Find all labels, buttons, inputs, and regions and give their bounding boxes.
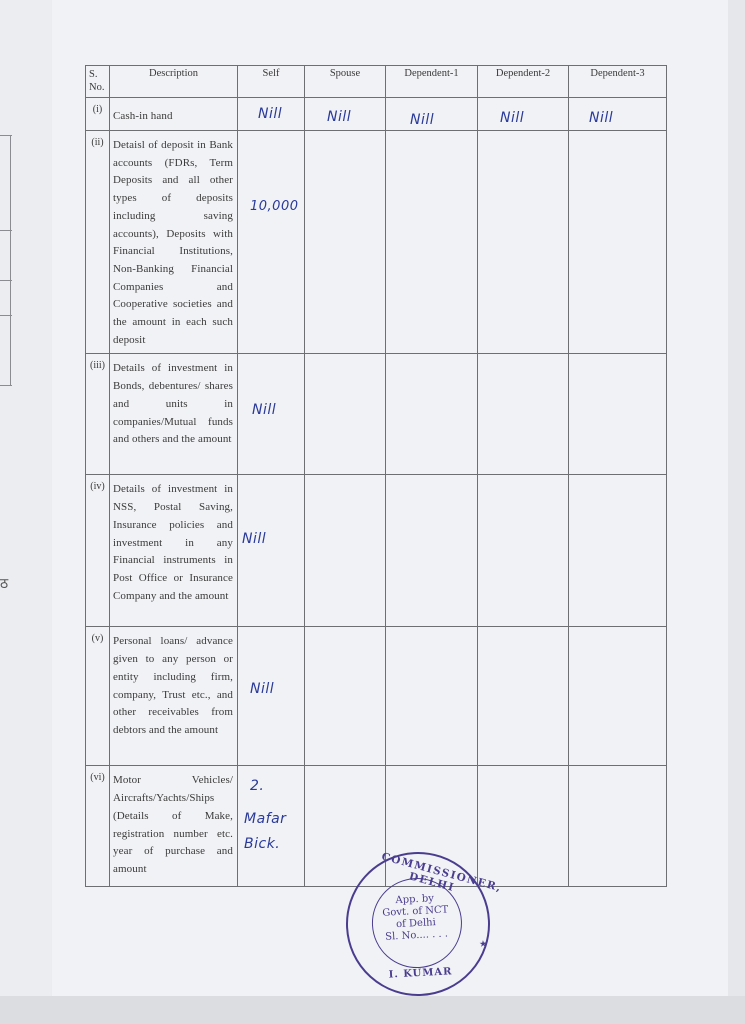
row-sno: (i)	[86, 98, 110, 131]
row-self-value: Nill	[238, 475, 305, 627]
row-sno: (v)	[86, 627, 110, 766]
row-dependent-2-value	[478, 354, 569, 475]
table-row	[86, 131, 667, 354]
strip-vertical-rule	[10, 135, 11, 385]
row-dependent-3-value	[569, 475, 667, 627]
row-spouse-value	[305, 627, 386, 766]
page-edge	[728, 0, 745, 1024]
row-dependent-2-value	[478, 475, 569, 627]
stamp-line: Sl. No.... . . .	[384, 928, 449, 943]
vehicle-model-line: Bick.	[244, 836, 281, 853]
table-row	[86, 475, 667, 627]
stamp-ring-bottom-text: I. KUMAR	[388, 966, 453, 981]
row-spouse-value	[305, 354, 386, 475]
scanner-bed	[0, 996, 745, 1024]
row-spouse-value	[305, 131, 386, 354]
row-description: Detaisl of deposit in Bank accounts (FDRs, Term Deposits and all other types of deposits including saving accounts), Deposits with Financial Institutions, Non-Banking Financial Companies and Cooperative societies and the amount in each such deposit	[110, 131, 238, 354]
header-spouse: Spouse	[305, 66, 386, 98]
row-spouse-value	[305, 475, 386, 627]
row-sno: (iv)	[86, 475, 110, 627]
table-row	[86, 354, 667, 475]
table-row	[86, 627, 667, 766]
row-self-value	[238, 766, 305, 887]
row-dependent-1-value	[386, 627, 478, 766]
row-dependent-2-value	[478, 131, 569, 354]
header-dependent-3: Dependent-3	[569, 66, 667, 98]
stamp-center-text	[372, 892, 458, 944]
row-dependent-2-value	[478, 627, 569, 766]
row-dependent-1-value	[386, 131, 478, 354]
stamp-line: App. by	[395, 893, 435, 907]
row-self-value: Nill	[238, 98, 305, 131]
row-dependent-3-value	[569, 131, 667, 354]
strip-character: ठ	[0, 576, 9, 592]
strip-rule	[0, 385, 12, 386]
stamp-line: of Delhi	[395, 917, 437, 931]
stamp-line: Govt. of NCT	[382, 904, 449, 919]
row-dependent-3-value	[569, 354, 667, 475]
row-description: Motor Vehicles/ Aircrafts/Yachts/Ships (Details of Make, registration number etc. year of purchase and amount	[110, 766, 238, 887]
row-self-value: Nill	[238, 354, 305, 475]
asset-declaration-table	[85, 65, 667, 887]
row-self-value: Nill	[238, 627, 305, 766]
vehicle-make-line: Mafar	[244, 811, 287, 828]
row-dependent-3-value	[569, 627, 667, 766]
row-sno: (iii)	[86, 354, 110, 475]
row-dependent-1-value	[386, 475, 478, 627]
star-icon: ★	[478, 938, 488, 949]
vehicle-count: 2.	[250, 778, 265, 795]
header-description: Description	[110, 66, 238, 98]
row-sno: (ii)	[86, 131, 110, 354]
adjacent-page-strip	[0, 0, 53, 1000]
row-description: Personal loans/ advance given to any person or entity including firm, company, Trust etc., and other receivables from debtors and the amount	[110, 627, 238, 766]
row-dependent-1-value	[386, 354, 478, 475]
row-dependent-3-value: Nill	[569, 98, 667, 131]
row-description: Cash-in hand	[110, 98, 238, 131]
header-dependent-2: Dependent-2	[478, 66, 569, 98]
header-dependent-1: Dependent-1	[386, 66, 478, 98]
row-sno: (vi)	[86, 766, 110, 887]
header-sno: S. No.	[86, 66, 110, 98]
row-dependent-3-value	[569, 766, 667, 887]
row-description: Details of investment in NSS, Postal Saving, Insurance policies and investment in any Financial instruments in Post Office or Insurance Company and the amount	[110, 475, 238, 627]
row-spouse-value: Nill	[305, 98, 386, 131]
row-description: Details of investment in Bonds, debentures/ shares and units in companies/Mutual funds and others and the amount	[110, 354, 238, 475]
row-dependent-2-value	[478, 766, 569, 887]
table-header-row	[86, 66, 667, 98]
stamp-ring-top-text: COMMISSIONER, DELHI	[380, 850, 504, 895]
row-dependent-1-value: Nill	[386, 98, 478, 131]
row-self-value: 10,000	[238, 131, 305, 354]
header-self: Self	[238, 66, 305, 98]
row-dependent-2-value: Nill	[478, 98, 569, 131]
table-row	[86, 98, 667, 131]
